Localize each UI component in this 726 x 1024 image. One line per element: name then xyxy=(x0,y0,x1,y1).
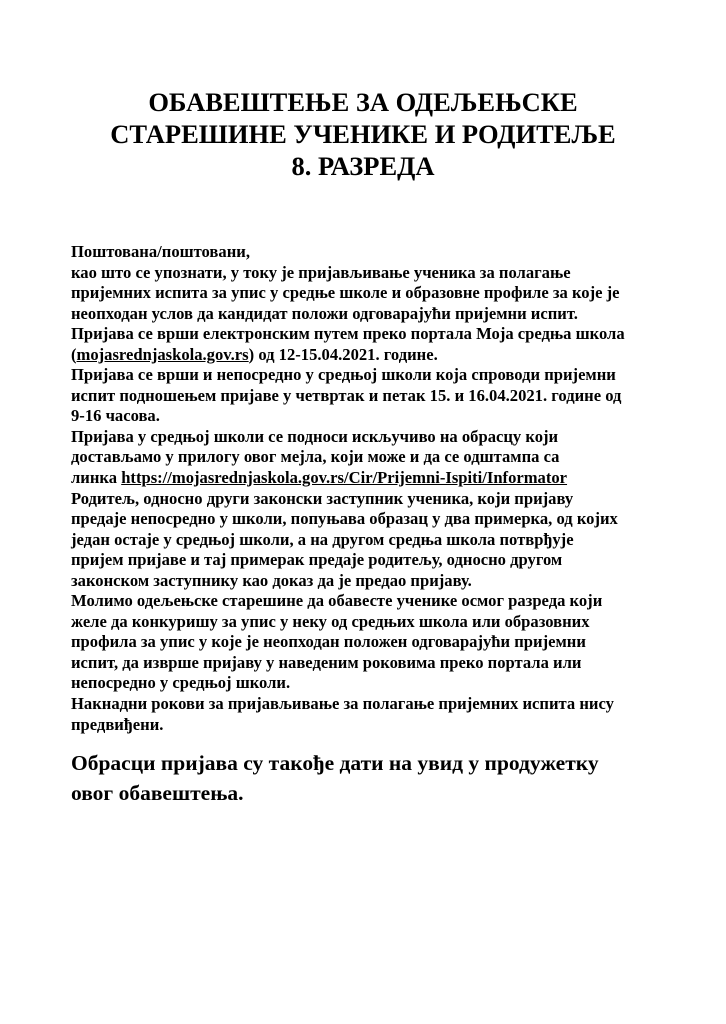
closing-line: Обрасци пријава су такође дати на увид у продужетку xyxy=(71,751,599,775)
closing-note xyxy=(71,748,671,808)
paragraph-line: желе да конкуришу за упис у неку од средњих школа или образовних xyxy=(71,611,590,631)
paragraph-line: неопходан услов да кандидат положи одговарајући пријемни испит. xyxy=(71,303,578,323)
paragraph-line: законском заступнику као доказ да је предао пријаву. xyxy=(71,570,472,590)
paragraph-line: испит подношењем пријаве у четвртак и петак 15. и 16.04.2021. године од xyxy=(71,385,622,405)
paragraph-line: један остаје у средњој школи, а на другом средња школа потврђује xyxy=(71,529,574,549)
paragraph-line: 9-16 часова. xyxy=(71,406,160,426)
paragraph-line: испит, да изврше пријаву у наведеним роковима преко портала или xyxy=(71,652,582,672)
paragraph-line xyxy=(71,468,671,489)
paren-open: ( xyxy=(71,344,77,364)
paragraph-line: као што се упознати, у току је пријављивање ученика за полагање xyxy=(71,262,571,282)
title-line: ОБАВЕШТЕЊЕ ЗА ОДЕЉЕЊСКЕ xyxy=(148,87,578,117)
paragraph-line: предвиђени. xyxy=(71,714,164,734)
paragraph-line: Пријава се врши електронским путем преко портала Моја средња школа xyxy=(71,324,625,344)
paragraph-line: Молимо одељењске старешине да обавесте ученике осмог разреда који xyxy=(71,591,603,611)
paragraph-line: пријемних испита за упис у средње школе и образовне профиле за које је xyxy=(71,283,620,303)
paragraph-line: Пријава се врши и непосредно у средњој школи која спроводи пријемни xyxy=(71,365,616,385)
informator-link[interactable]: https://mojasrednjaskola.gov.rs/Cir/Prijemni-Ispiti/Informator xyxy=(121,468,568,488)
title-line: СТАРЕШИНЕ УЧЕНИКЕ И РОДИТЕЉЕ xyxy=(110,119,616,149)
portal-link[interactable]: mojasrednjaskola.gov.rs xyxy=(76,344,249,364)
title-line: 8. РАЗРЕДА xyxy=(291,151,435,181)
paragraph-line xyxy=(71,345,671,366)
paragraph-line: Родитељ, односно други законски заступник ученика, који пријаву xyxy=(71,488,574,508)
closing-line: овог обавештења. xyxy=(71,781,244,805)
date-range-text: ) од 12-15.04.2021. године. xyxy=(248,344,438,364)
paragraph-line: достављамо у прилогу овог мејла, који може и да се одштампа са xyxy=(71,447,560,467)
document-title xyxy=(60,86,666,182)
document-body xyxy=(71,242,671,735)
paragraph-line: профила за упис у које је неопходан положен одговарајући пријемни xyxy=(71,632,586,652)
paragraph-line: Пријава у средњој школи се подноси искључиво на обрасцу који xyxy=(71,426,559,446)
paragraph-line: пријем пријаве и тај примерак предаје родитељу, односно другом xyxy=(71,550,563,570)
paragraph-line: предаје непосредно у школи, попуњава образац у два примерка, од којих xyxy=(71,509,618,529)
paragraph-line: непосредно у средњој школи. xyxy=(71,673,291,693)
paragraph-line: Накнадни рокови за пријављивање за полагање пријемних испита нису xyxy=(71,694,614,714)
link-prefix: линка xyxy=(71,468,122,488)
greeting: Поштована/поштовани, xyxy=(71,242,250,261)
